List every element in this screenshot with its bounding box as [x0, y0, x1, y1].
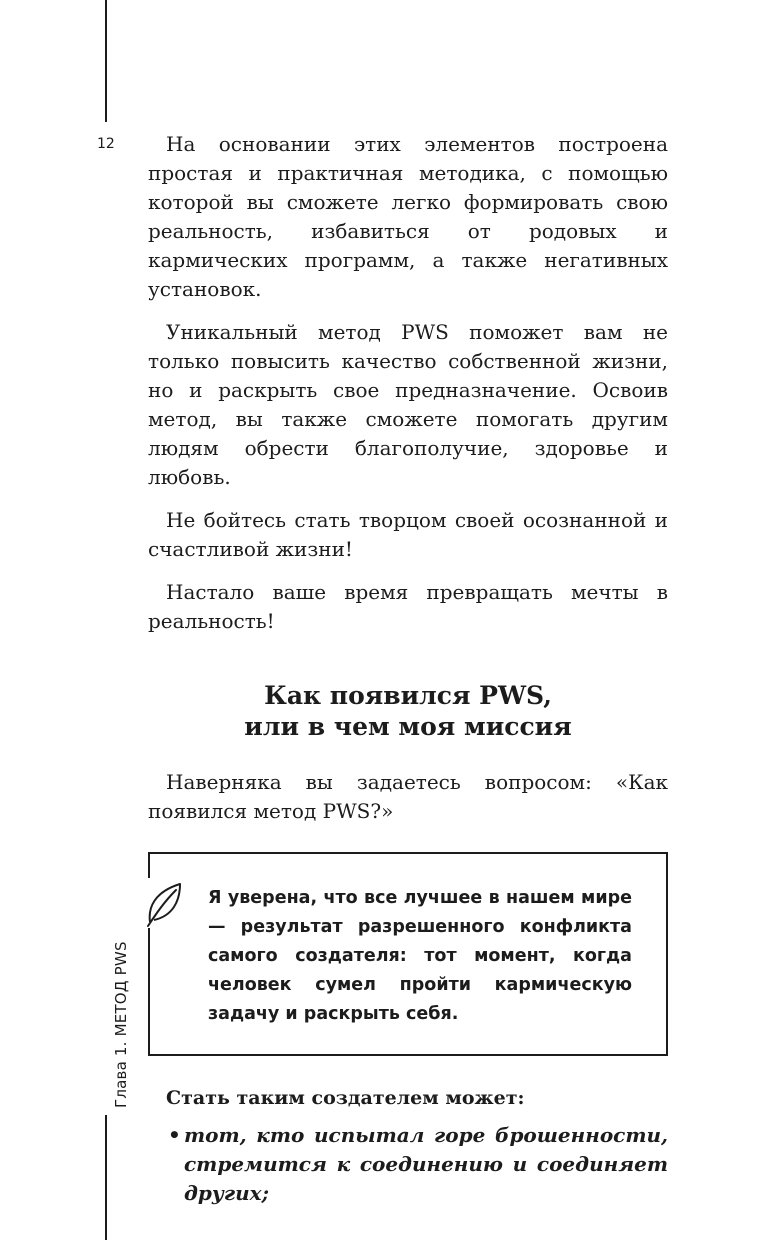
- margin-rule-top: [105, 0, 107, 122]
- list-item-text: тот, кто испытал горе брошенности, стремится к соединению и соединяет других;: [184, 1123, 668, 1205]
- paragraph: Наверняка вы задаетесь вопросом: «Как появился метод PWS?»: [148, 770, 668, 823]
- bullet-symbol: •: [168, 1123, 181, 1147]
- section-heading-line-1: Как появился PWS,: [264, 681, 552, 710]
- paragraph: Уникальный метод PWS поможет вам не только повысить качество собственной жизни, но и раскрыть свое предназначение. Освоив метод, вы также сможете помогать другим людям обрести благополучие, здоровье и любовь.: [148, 320, 668, 489]
- section-heading: [148, 680, 668, 742]
- quote-text: Я уверена, что все лучшее в нашем мире — результат разрешенного конфликта самого создателя: тот момент, когда человек сумел пройти кармическую задачу и раскрыть себя.: [208, 888, 632, 1024]
- margin-rule-bottom: [105, 1115, 107, 1240]
- page-number: 12: [97, 136, 115, 152]
- section-heading-line-2: или в чем моя миссия: [244, 712, 572, 741]
- paragraph: Настало ваше время превращать мечты в реальность!: [148, 580, 668, 633]
- page-content: [148, 130, 668, 1208]
- running-head: Глава 1. МЕТОД PWS: [112, 941, 130, 1108]
- bullet-list: [148, 1121, 668, 1208]
- list-item: [148, 1121, 668, 1208]
- paragraph: Не бойтесь стать творцом своей осознанной и счастливой жизни!: [148, 508, 668, 561]
- lead-line: Стать таким создателем может:: [166, 1087, 525, 1109]
- paragraph: На основании этих элементов построена простая и практичная методика, с помощью которой вы сможете легко формировать свою реальность, избавиться от родовых и кармических программ, а также негативных установок.: [148, 132, 668, 301]
- leaf-icon: [146, 878, 186, 928]
- quote-box: [148, 852, 668, 1056]
